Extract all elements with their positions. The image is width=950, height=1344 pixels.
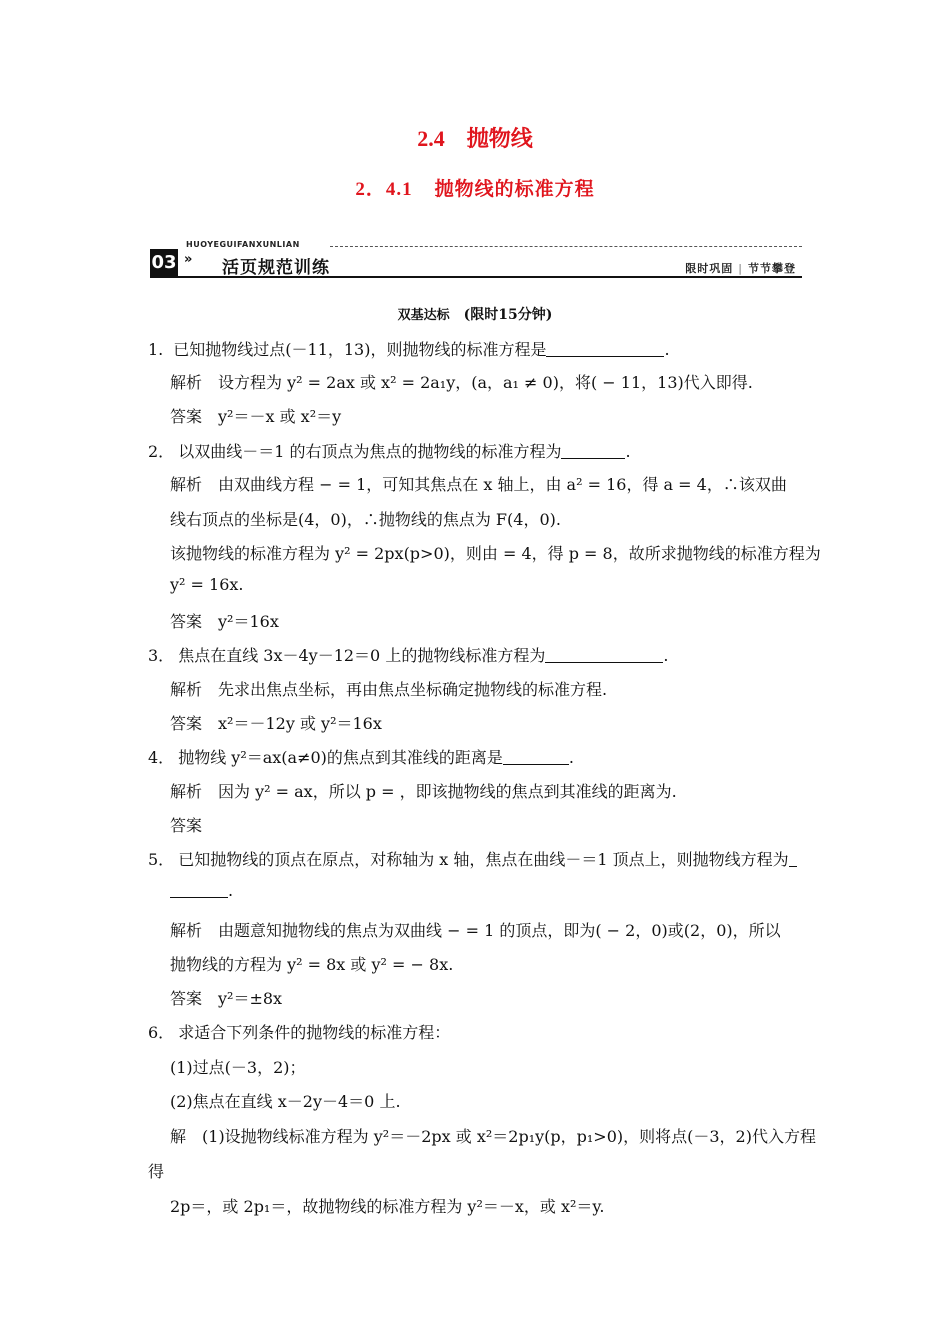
q4-analysis xyxy=(170,779,677,802)
answer-blank xyxy=(546,342,664,357)
banner-rule xyxy=(150,276,802,278)
answer-blank-end xyxy=(170,883,228,898)
q2-analysis-line-2: 线右顶点的坐标是(4，0)，∴抛物线的焦点为 F(4，0). xyxy=(170,510,561,529)
banner-slogan xyxy=(685,260,796,276)
question-3: 3． 焦点在直线 3x－4y－12＝0 上的抛物线标准方程为 . xyxy=(148,646,669,665)
solution-text-1: (1)设抛物线标准方程为 y²＝－2px 或 x²＝2p₁y(p，p₁>0)，则将点(－3，2)代入方程 xyxy=(202,1127,816,1146)
banner-number-badge: 03 xyxy=(150,249,178,276)
q6-condition-2: (2)焦点在直线 x－2y－4＝0 上. xyxy=(170,1092,401,1111)
answer-blank xyxy=(561,444,625,459)
question-5 xyxy=(148,847,797,870)
answer-label: 答案 xyxy=(170,612,203,631)
answer-blank xyxy=(503,750,569,765)
subsection-title-text: 抛物线的标准方程 xyxy=(434,178,595,200)
q3-analysis xyxy=(170,677,607,700)
q4-answer xyxy=(170,813,218,836)
banner-title: 活页规范训练 xyxy=(222,258,330,278)
banner-divider: | xyxy=(738,262,743,275)
question-text: 求适合下列条件的抛物线的标准方程： xyxy=(178,1023,451,1042)
subheading-time-limit: (限时15分钟) xyxy=(463,307,553,323)
q6-solution-line-2: 得 xyxy=(148,1162,165,1181)
question-6 xyxy=(148,1020,450,1043)
answer-label: 答案 xyxy=(170,989,203,1008)
banner-slogan-a: 限时巩固 xyxy=(685,262,734,275)
exercise-subheading xyxy=(0,304,950,324)
section-title-text: 抛物线 xyxy=(466,126,533,152)
question-4: 4． 抛物线 y²＝ax(a≠0)的焦点到其准线的距离是 . xyxy=(148,748,574,767)
analysis-text-1: 由双曲线方程 − = 1，可知其焦点在 x 轴上，由 a² = 16，得 a = 4，∴该双曲 xyxy=(218,475,787,494)
subsection-number: 2．4.1 xyxy=(355,179,413,200)
q2-analysis xyxy=(170,472,787,495)
analysis-label: 解析 xyxy=(170,475,203,494)
analysis-label: 解析 xyxy=(170,921,203,940)
question-text: 已知抛物线的顶点在原点，对称轴为 x 轴，焦点在曲线－＝1 顶点上，则抛物线方程为 xyxy=(178,850,789,869)
answer-blank-start xyxy=(789,852,797,867)
q6-condition-1: (1)过点(－3，2)； xyxy=(170,1058,306,1077)
answer-text: y²＝16x xyxy=(218,612,279,631)
answer-blank xyxy=(545,648,663,663)
question-number: 4． xyxy=(148,748,175,767)
answer-label: 答案 xyxy=(170,407,203,426)
analysis-label: 解析 xyxy=(170,373,203,392)
q2-analysis-line-3: 该抛物线的标准方程为 y² = 2px(p>0)，则由 = 4，得 p = 8，故所求抛物线的标准方程为 xyxy=(170,544,821,563)
q6-solution xyxy=(170,1124,816,1147)
solution-label: 解 xyxy=(170,1127,187,1146)
question-number: 1. xyxy=(148,340,164,359)
q3-answer xyxy=(170,711,382,734)
question-number: 5． xyxy=(148,850,175,869)
question-text: 以双曲线－＝1 的右顶点为焦点的抛物线的标准方程为 xyxy=(178,442,562,461)
banner-pinyin: HUOYEGUIFANXUNLIAN xyxy=(186,240,300,249)
banner-slogan-b: 节节攀登 xyxy=(748,262,796,275)
q5-analysis-line-2: 抛物线的方程为 y² = 8x 或 y² = − 8x. xyxy=(170,955,454,974)
double-chevron-icon: » xyxy=(184,252,193,267)
q1-answer xyxy=(170,404,341,427)
question-number: 2． xyxy=(148,442,175,461)
subheading-label: 双基达标 xyxy=(397,308,450,323)
analysis-label: 解析 xyxy=(170,782,203,801)
q5-analysis xyxy=(170,918,781,941)
q5-blank-continuation: . xyxy=(170,881,233,900)
question-number: 3． xyxy=(148,646,175,665)
question-text: 已知抛物线过点(－11，13)，则抛物线的标准方程是 xyxy=(173,340,547,359)
answer-label: 答案 xyxy=(170,816,203,835)
q2-answer xyxy=(170,609,279,632)
analysis-text: 先求出焦点坐标，再由焦点坐标确定抛物线的标准方程. xyxy=(218,680,608,699)
answer-text: x²＝－12y 或 y²＝16x xyxy=(218,714,382,733)
question-2: 2． 以双曲线－＝1 的右顶点为焦点的抛物线的标准方程为 . xyxy=(148,442,631,461)
section-title xyxy=(0,122,950,153)
question-text: 抛物线 y²＝ax(a≠0)的焦点到其准线的距离是 xyxy=(178,748,503,767)
question-number: 6． xyxy=(148,1023,175,1042)
banner-dashed-line xyxy=(330,246,802,247)
analysis-text: 因为 y² = ax，所以 p = ，即该抛物线的焦点到其准线的距离为. xyxy=(218,782,677,801)
subsection-title xyxy=(0,174,950,201)
q5-answer xyxy=(170,986,282,1009)
q1-analysis xyxy=(170,370,753,393)
answer-label: 答案 xyxy=(170,714,203,733)
answer-text: y²＝±8x xyxy=(218,989,283,1008)
analysis-text: 设方程为 y² = 2ax 或 x² = 2a₁y，(a，a₁ ≠ 0)，将( − 11，13)代入即得. xyxy=(218,373,753,392)
question-text: 焦点在直线 3x－4y－12＝0 上的抛物线标准方程为 xyxy=(178,646,546,665)
analysis-label: 解析 xyxy=(170,680,203,699)
q6-solution-line-3: 2p＝，或 2p₁＝，故抛物线的标准方程为 y²＝－x，或 x²＝y. xyxy=(170,1197,605,1216)
analysis-text-1: 由题意知抛物线的焦点为双曲线 − = 1 的顶点，即为( − 2，0)或(2，0)，所以 xyxy=(218,921,781,940)
question-1: 1. 已知抛物线过点(－11，13)，则抛物线的标准方程是 . xyxy=(148,340,670,359)
practice-banner xyxy=(150,238,802,280)
q2-analysis-line-4: y² = 16x. xyxy=(170,575,244,594)
answer-text: y²＝－x 或 x²＝y xyxy=(218,407,342,426)
section-number: 2.4 xyxy=(417,126,445,151)
